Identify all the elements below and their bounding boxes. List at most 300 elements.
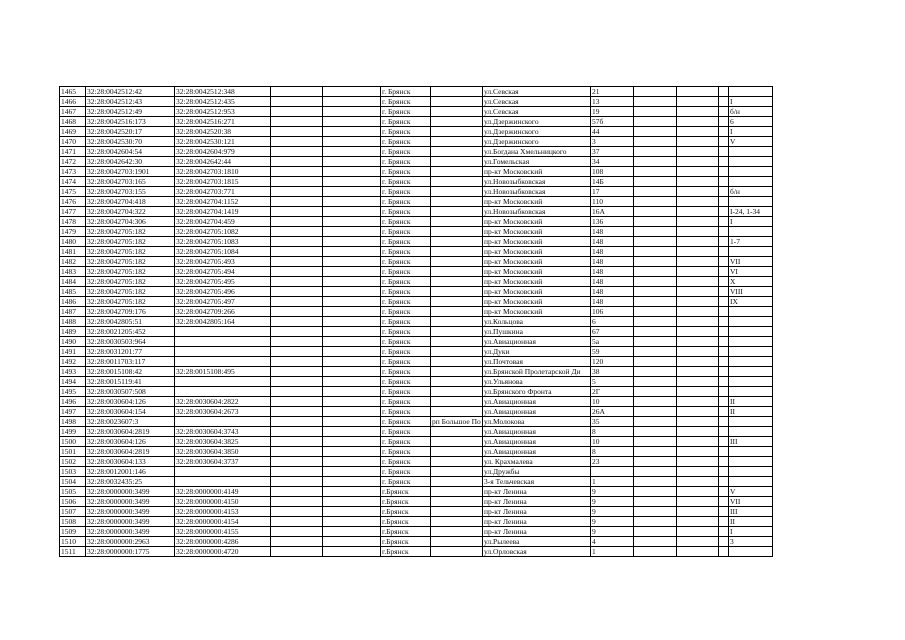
table-cell: 1467 — [60, 107, 86, 117]
table-cell: пр-кт Московский — [483, 307, 591, 317]
table-row — [60, 297, 773, 307]
table-cell: 1497 — [60, 407, 86, 417]
table-cell: 32:28:0042709:266 — [175, 307, 271, 317]
table-row — [60, 407, 773, 417]
table-row — [60, 467, 773, 477]
table-cell — [271, 367, 323, 377]
table-cell: VII — [729, 497, 773, 507]
table-cell — [634, 447, 677, 457]
table-row — [60, 547, 773, 557]
table-row — [60, 327, 773, 337]
table-cell: 32:28:0042705:1082 — [175, 227, 271, 237]
table-cell — [323, 547, 381, 557]
table-cell: г. Брянск — [381, 477, 431, 487]
table-cell: 32:28:0042512:953 — [175, 107, 271, 117]
table-cell — [677, 417, 719, 427]
table-cell — [175, 337, 271, 347]
table-cell — [719, 467, 729, 477]
table-cell: 1509 — [60, 527, 86, 537]
table-cell — [431, 317, 483, 327]
table-row — [60, 487, 773, 497]
table-cell — [634, 227, 677, 237]
table-cell — [591, 467, 634, 477]
table-cell — [634, 437, 677, 447]
table-cell — [729, 307, 773, 317]
table-cell — [677, 477, 719, 487]
table-cell: 1 — [591, 477, 634, 487]
table-cell — [323, 247, 381, 257]
table-cell — [431, 377, 483, 387]
table-cell — [677, 277, 719, 287]
table-cell — [677, 497, 719, 507]
table-cell — [634, 497, 677, 507]
table-cell: пр-кт Московский — [483, 287, 591, 297]
table-cell: 32:28:0042703:1815 — [175, 177, 271, 187]
table-cell: 148 — [591, 227, 634, 237]
table-cell: 6 — [729, 117, 773, 127]
table-cell: 1508 — [60, 517, 86, 527]
table-cell — [677, 387, 719, 397]
table-cell: г. Брянск — [381, 377, 431, 387]
table-cell — [175, 417, 271, 427]
table-cell — [323, 397, 381, 407]
table-cell: 1471 — [60, 147, 86, 157]
table-cell — [634, 457, 677, 467]
table-cell — [271, 517, 323, 527]
table-cell: ул. Крахмалева — [483, 457, 591, 467]
table-cell — [323, 517, 381, 527]
table-cell — [323, 167, 381, 177]
table-cell — [634, 147, 677, 157]
table-cell: 1493 — [60, 367, 86, 377]
table-cell — [323, 477, 381, 487]
table-row — [60, 507, 773, 517]
table-cell — [431, 287, 483, 297]
table-cell: б/н — [729, 187, 773, 197]
table-cell: 32:28:0030604:2819 — [86, 427, 175, 437]
table-cell: г. Брянск — [381, 97, 431, 107]
table-cell: рп Большое По — [432, 417, 481, 426]
table-cell: ул.Брянской Пролетарской Ди — [483, 367, 591, 377]
table-cell: 32:28:0042512:43 — [86, 97, 175, 107]
table-cell: ул.Гомельская — [483, 157, 591, 167]
table-cell — [271, 157, 323, 167]
table-cell: 32:28:0042709:176 — [86, 307, 175, 317]
table-cell: 1490 — [60, 337, 86, 347]
table-cell — [729, 377, 773, 387]
table-row — [60, 367, 773, 377]
table-cell: 32:28:0030503:964 — [86, 337, 175, 347]
table-cell — [634, 347, 677, 357]
table-cell — [719, 247, 729, 257]
table-cell: 32:28:0011703:117 — [86, 357, 175, 367]
table-cell: г. Брянск — [381, 327, 431, 337]
table-cell: 32:28:0042642:44 — [175, 157, 271, 167]
table-cell: ул.Брянского Фронта — [483, 387, 591, 397]
table-row — [60, 157, 773, 167]
table-cell: 9 — [591, 487, 634, 497]
table-cell: 38 — [591, 367, 634, 377]
table-cell — [677, 397, 719, 407]
table-cell: 32:28:0042530:70 — [86, 137, 175, 147]
table-cell — [729, 357, 773, 367]
table-cell — [634, 207, 677, 217]
table-cell — [677, 107, 719, 117]
table-cell: г. Брянск — [381, 257, 431, 267]
table-cell — [634, 337, 677, 347]
table-cell — [175, 467, 271, 477]
table-row — [60, 147, 773, 157]
table-cell: 1501 — [60, 447, 86, 457]
table-row — [60, 187, 773, 197]
table-cell: 1486 — [60, 297, 86, 307]
table-cell — [271, 337, 323, 347]
table-cell: 32:28:0042805:51 — [86, 317, 175, 327]
table-cell — [271, 407, 323, 417]
table-cell: 32:28:0030604:3737 — [175, 457, 271, 467]
table-cell: ул.Севская — [483, 107, 591, 117]
table-cell: 148 — [591, 237, 634, 247]
table-cell — [323, 277, 381, 287]
table-cell: 32:28:0030604:2819 — [86, 447, 175, 457]
table-cell — [271, 387, 323, 397]
table-cell: 1484 — [60, 277, 86, 287]
table-cell: 32:28:0000000:1775 — [86, 547, 175, 557]
table-cell — [677, 147, 719, 157]
table-cell — [677, 357, 719, 367]
table-cell: ул.Авиационная — [483, 397, 591, 407]
table-cell — [323, 297, 381, 307]
table-cell — [729, 447, 773, 457]
table-cell — [431, 177, 483, 187]
table-cell: 1475 — [60, 187, 86, 197]
table-cell: г. Брянск — [381, 367, 431, 377]
table-cell — [431, 247, 483, 257]
table-row — [60, 317, 773, 327]
table-cell — [634, 397, 677, 407]
table-cell — [431, 437, 483, 447]
table-cell: г. Брянск — [381, 227, 431, 237]
table-cell: 148 — [591, 287, 634, 297]
table-cell: г. Брянск — [381, 177, 431, 187]
table-cell — [634, 247, 677, 257]
table-cell — [677, 137, 719, 147]
table-cell: 3 — [729, 537, 773, 547]
table-cell: I — [729, 527, 773, 537]
table-cell — [719, 357, 729, 367]
table-cell — [634, 417, 677, 427]
table-cell: 1507 — [60, 507, 86, 517]
table-cell — [271, 127, 323, 137]
table-cell: 8 — [591, 427, 634, 437]
table-row — [60, 237, 773, 247]
table-cell — [634, 527, 677, 537]
table-cell: 37 — [591, 147, 634, 157]
table-cell: II — [729, 397, 773, 407]
table-cell — [677, 237, 719, 247]
table-cell — [323, 487, 381, 497]
table-cell — [729, 227, 773, 237]
table-cell: 8 — [591, 447, 634, 457]
table-row — [60, 257, 773, 267]
table-cell — [323, 537, 381, 547]
table-cell: 19 — [591, 107, 634, 117]
table-cell: ул.Авиационная — [483, 337, 591, 347]
table-cell — [719, 417, 729, 427]
table-row — [60, 437, 773, 447]
table-cell — [431, 527, 483, 537]
table-cell: г.Брянск — [381, 527, 431, 537]
table-cell — [677, 87, 719, 97]
table-cell: 1489 — [60, 327, 86, 337]
table-cell — [431, 137, 483, 147]
table-cell: 32:28:0042604:979 — [175, 147, 271, 157]
table-cell — [431, 357, 483, 367]
table-cell — [323, 217, 381, 227]
table-cell: 32:28:0042704:418 — [86, 197, 175, 207]
table-cell: ул.Дзержинского — [483, 117, 591, 127]
table-row — [60, 217, 773, 227]
table-cell — [323, 207, 381, 217]
table-cell: ул.Дзержинского — [483, 137, 591, 147]
table-row — [60, 277, 773, 287]
table-cell — [719, 227, 729, 237]
table-cell: г. Брянск — [381, 267, 431, 277]
table-cell: 32:28:0032435:25 — [86, 477, 175, 487]
table-cell — [719, 447, 729, 457]
table-cell: VI — [729, 267, 773, 277]
table-cell — [719, 137, 729, 147]
table-cell: 1470 — [60, 137, 86, 147]
table-cell — [719, 397, 729, 407]
table-cell: 32:28:0000000:4150 — [175, 497, 271, 507]
table-cell — [431, 167, 483, 177]
table-cell — [729, 167, 773, 177]
table-cell — [719, 407, 729, 417]
table-cell — [719, 527, 729, 537]
table-cell — [634, 507, 677, 517]
table-cell: 32:28:0000000:3499 — [86, 507, 175, 517]
table-cell: 32:28:0042704:306 — [86, 217, 175, 227]
table-cell — [431, 447, 483, 457]
table-cell — [719, 187, 729, 197]
table-cell — [323, 377, 381, 387]
table-cell — [719, 197, 729, 207]
data-table — [59, 86, 773, 557]
table-row — [60, 227, 773, 237]
table-row — [60, 377, 773, 387]
table-cell — [431, 107, 483, 117]
table-cell: 32:28:0042520:17 — [86, 127, 175, 137]
table-cell: 32:28:0042705:182 — [86, 277, 175, 287]
table-cell: 1511 — [60, 547, 86, 557]
table-cell: II — [729, 517, 773, 527]
table-cell — [431, 87, 483, 97]
table-cell — [729, 467, 773, 477]
table-cell — [719, 537, 729, 547]
table-cell — [677, 447, 719, 457]
table-cell: 1480 — [60, 237, 86, 247]
table-cell — [431, 387, 483, 397]
table-cell — [677, 257, 719, 267]
table-cell: г. Брянск — [381, 187, 431, 197]
table-cell — [431, 257, 483, 267]
table-cell: 32:28:0042642:30 — [86, 157, 175, 167]
table-cell — [634, 297, 677, 307]
table-cell: 32:28:0042516:271 — [175, 117, 271, 127]
table-cell: б/н — [729, 107, 773, 117]
table-cell — [431, 477, 483, 487]
table-cell — [271, 327, 323, 337]
table-cell — [634, 107, 677, 117]
table-cell — [271, 117, 323, 127]
table-row — [60, 167, 773, 177]
table-cell — [271, 437, 323, 447]
table-cell — [677, 467, 719, 477]
table-cell — [677, 287, 719, 297]
table-cell: г. Брянск — [381, 277, 431, 287]
table-row — [60, 457, 773, 467]
table-cell: 148 — [591, 267, 634, 277]
table-cell — [431, 207, 483, 217]
table-cell — [634, 357, 677, 367]
table-cell: г.Брянск — [381, 537, 431, 547]
table-cell — [719, 307, 729, 317]
table-cell: ул.Авиационная — [483, 407, 591, 417]
table-cell — [677, 517, 719, 527]
table-row — [60, 177, 773, 187]
table-cell: 1488 — [60, 317, 86, 327]
table-cell: 17 — [591, 187, 634, 197]
table-cell — [634, 137, 677, 147]
table-cell: 1469 — [60, 127, 86, 137]
table-cell: 1502 — [60, 457, 86, 467]
table-cell: II — [729, 407, 773, 417]
table-cell: I — [729, 97, 773, 107]
table-cell — [431, 507, 483, 517]
table-cell — [719, 367, 729, 377]
table-cell: г. Брянск — [381, 157, 431, 167]
table-cell: 32:28:0030604:2822 — [175, 397, 271, 407]
table-cell: пр-кт Ленина — [483, 487, 591, 497]
table-cell: 32:28:0042703:771 — [175, 187, 271, 197]
table-cell — [719, 437, 729, 447]
table-cell — [271, 167, 323, 177]
table-cell — [634, 197, 677, 207]
table-cell: 59 — [591, 347, 634, 357]
table-cell: IX — [729, 297, 773, 307]
table-row — [60, 517, 773, 527]
table-cell: 32:28:0042705:182 — [86, 227, 175, 237]
table-cell — [677, 377, 719, 387]
table-cell: г. Брянск — [381, 417, 431, 427]
table-cell: 32:28:0042703:165 — [86, 177, 175, 187]
table-cell: 1476 — [60, 197, 86, 207]
table-cell: 32:28:0042705:1083 — [175, 237, 271, 247]
table-cell — [271, 377, 323, 387]
table-cell — [431, 467, 483, 477]
table-cell — [677, 97, 719, 107]
table-cell — [719, 97, 729, 107]
table-cell: X — [729, 277, 773, 287]
table-cell: г. Брянск — [381, 167, 431, 177]
table-cell — [719, 117, 729, 127]
table-cell — [323, 427, 381, 437]
table-cell — [677, 207, 719, 217]
table-cell — [323, 287, 381, 297]
table-cell: 32:28:0000000:2963 — [86, 537, 175, 547]
table-cell: 148 — [591, 257, 634, 267]
table-cell — [719, 127, 729, 137]
table-row — [60, 97, 773, 107]
table-cell: 9 — [591, 517, 634, 527]
table-cell: г. Брянск — [381, 237, 431, 247]
table-cell — [729, 177, 773, 187]
table-cell: ул.Ульянова — [483, 377, 591, 387]
table-cell — [431, 147, 483, 157]
table-cell — [431, 427, 483, 437]
table-cell — [634, 117, 677, 127]
table-row — [60, 117, 773, 127]
table-cell — [431, 347, 483, 357]
table-row — [60, 197, 773, 207]
table-cell — [431, 227, 483, 237]
table-cell — [323, 357, 381, 367]
table-cell — [323, 227, 381, 237]
table-cell — [634, 537, 677, 547]
table-cell: 1491 — [60, 347, 86, 357]
table-cell: г.Брянск — [381, 487, 431, 497]
table-cell — [677, 487, 719, 497]
table-cell: пр-кт Ленина — [483, 517, 591, 527]
table-cell — [271, 487, 323, 497]
table-cell: 9 — [591, 497, 634, 507]
table-cell: 32:28:0015119:41 — [86, 377, 175, 387]
table-cell: г. Брянск — [381, 357, 431, 367]
table-cell — [634, 127, 677, 137]
table-cell — [175, 347, 271, 357]
table-cell — [677, 197, 719, 207]
table-row — [60, 387, 773, 397]
table-cell: ул.Севская — [483, 87, 591, 97]
table-cell — [271, 137, 323, 147]
table-cell — [729, 347, 773, 357]
table-row — [60, 447, 773, 457]
table-cell: 1465 — [60, 87, 86, 97]
table-cell: 1474 — [60, 177, 86, 187]
table-cell — [634, 97, 677, 107]
table-cell: пр-кт Московский — [483, 297, 591, 307]
table-cell — [634, 547, 677, 557]
table-cell: пр-кт Московский — [483, 217, 591, 227]
table-cell: 32:28:0042705:182 — [86, 267, 175, 277]
table-cell: 32:28:0042705:1084 — [175, 247, 271, 257]
table-cell — [271, 297, 323, 307]
table-cell — [719, 327, 729, 337]
table-cell: 3 — [591, 137, 634, 147]
table-cell: 32:28:0030604:3825 — [175, 437, 271, 447]
table-cell: пр-кт Ленина — [483, 497, 591, 507]
table-cell — [271, 447, 323, 457]
table-cell: 5 — [591, 377, 634, 387]
table-row — [60, 477, 773, 487]
table-cell — [677, 227, 719, 237]
table-cell: пр-кт Московский — [483, 227, 591, 237]
table-cell: 32:28:0030604:133 — [86, 457, 175, 467]
table-cell: ул.Пушкина — [483, 327, 591, 337]
table-row — [60, 127, 773, 137]
table-cell — [729, 547, 773, 557]
